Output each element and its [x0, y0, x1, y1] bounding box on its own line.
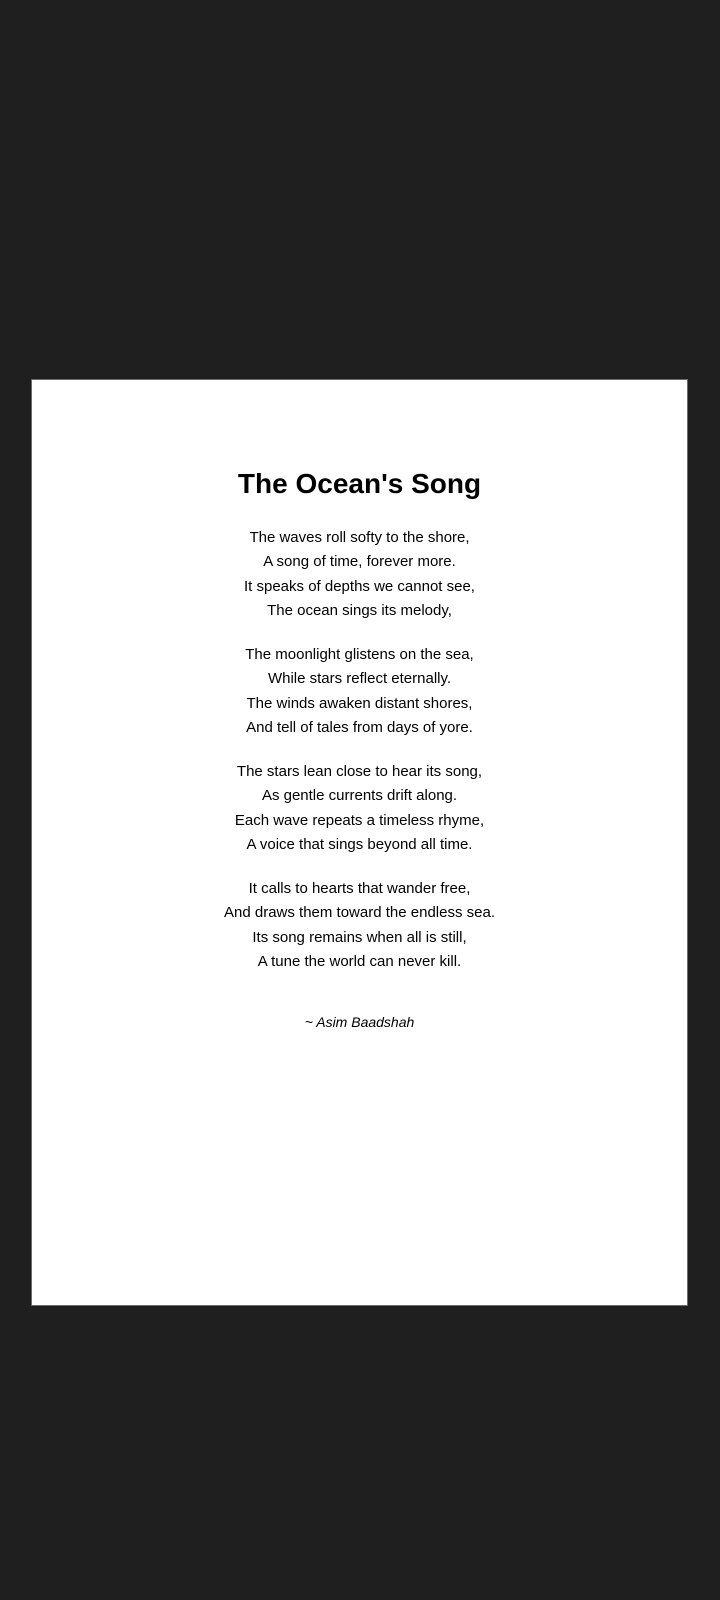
poem-line: The moonlight glistens on the sea,	[245, 646, 474, 664]
poem-line: It speaks of depths we cannot see,	[244, 577, 475, 595]
poem-line: A tune the world can never kill.	[257, 953, 462, 971]
poem-line: And tell of tales from days of yore.	[246, 719, 473, 737]
stanza-4	[32, 877, 687, 975]
stanza-3	[32, 760, 687, 858]
poem-line: It calls to hearts that wander free,	[248, 880, 471, 898]
poem-author: ~ Asim Baadshah	[304, 1014, 415, 1030]
poem-title: The Ocean's Song	[237, 468, 482, 499]
document-page	[31, 379, 688, 1306]
poem-line: The ocean sings its melody,	[267, 602, 452, 620]
poem-line: While stars reflect eternally.	[267, 670, 452, 688]
poem-line: A voice that sings beyond all time.	[246, 836, 473, 854]
poem-body	[32, 526, 687, 975]
poem-line: A song of time, forever more.	[263, 553, 456, 571]
poem-line: The stars lean close to hear its song,	[236, 763, 483, 781]
poem-line: Its song remains when all is still,	[252, 928, 467, 946]
stanza-1	[32, 526, 687, 624]
poem-line: As gentle currents drift along.	[261, 787, 458, 805]
poem-line: The winds awaken distant shores,	[246, 694, 473, 712]
poem-line: Each wave repeats a timeless rhyme,	[234, 811, 485, 829]
stanza-2	[32, 643, 687, 741]
poem-line: The waves roll softy to the shore,	[249, 529, 470, 546]
poem-line: And draws them toward the endless sea.	[224, 904, 495, 922]
